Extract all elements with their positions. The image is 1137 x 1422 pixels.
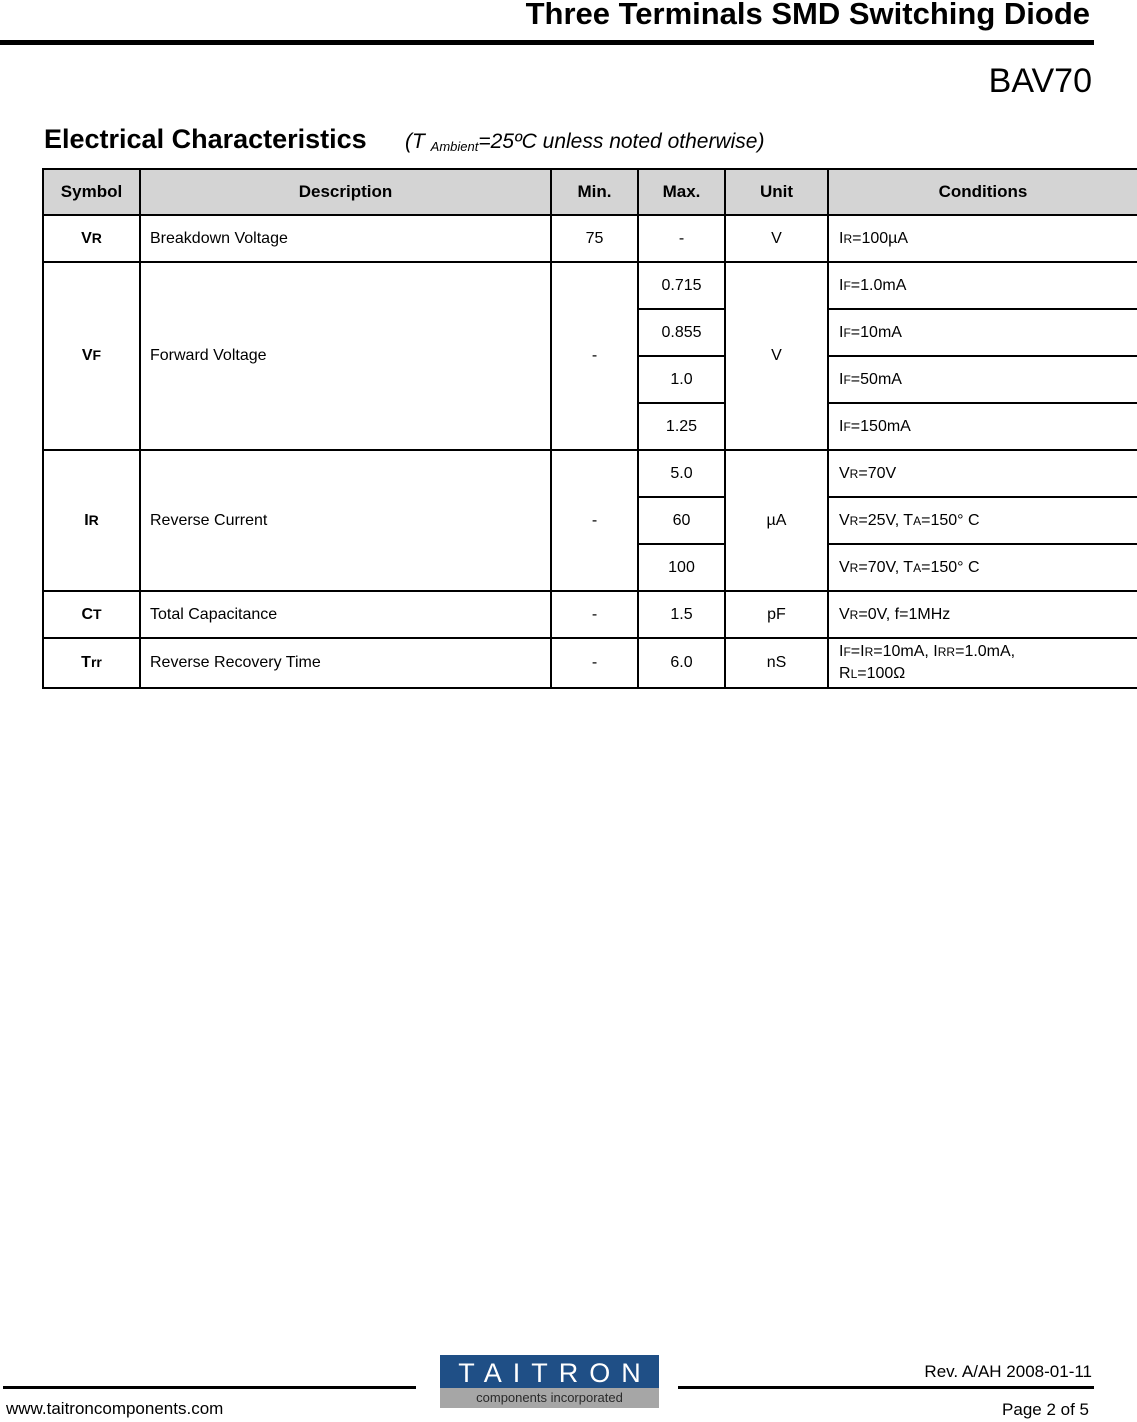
- symbol-cell: [43, 638, 140, 688]
- table-header-row: [43, 169, 1137, 215]
- max-cell: 100: [638, 544, 725, 591]
- conditions-cell: IF=IR=10mA, IRR=1.0mA, RL=100Ω: [828, 638, 1137, 688]
- max-cell: 1.5: [638, 591, 725, 638]
- max-cell: 1.0: [638, 356, 725, 403]
- symbol-sub: R: [88, 511, 99, 528]
- symbol-sub: R: [91, 229, 102, 246]
- taitron-logo: [440, 1355, 659, 1408]
- logo-tagline: components incorporated: [440, 1388, 659, 1408]
- min-cell: -: [551, 262, 638, 450]
- symbol-cell: [43, 591, 140, 638]
- part-number: BAV70: [988, 62, 1092, 100]
- symbol-main: I: [84, 511, 89, 529]
- max-cell: 60: [638, 497, 725, 544]
- page-number: Page 2 of 5: [1002, 1400, 1089, 1419]
- header-symbol: Symbol: [43, 169, 140, 215]
- section-note: [405, 130, 764, 154]
- header-description: Description: [140, 169, 551, 215]
- header-conditions: Conditions: [828, 169, 1137, 215]
- symbol-main: V: [81, 229, 92, 247]
- symbol-cell: [43, 262, 140, 450]
- symbol-cell: [43, 450, 140, 591]
- min-cell: -: [551, 591, 638, 638]
- conditions-cell: IF=150mA: [828, 403, 1137, 450]
- unit-cell: V: [725, 215, 828, 262]
- conditions-cell: IF=10mA: [828, 309, 1137, 356]
- header-max: Max.: [638, 169, 725, 215]
- description-cell: Reverse Recovery Time: [140, 638, 551, 688]
- table-row: [43, 215, 1137, 262]
- min-cell: 75: [551, 215, 638, 262]
- max-cell: 6.0: [638, 638, 725, 688]
- note-suffix: =25ºC unless noted otherwise): [478, 130, 765, 153]
- table-row: [43, 450, 1137, 497]
- max-cell: 1.25: [638, 403, 725, 450]
- electrical-characteristics-table: [42, 168, 1137, 689]
- description-cell: Breakdown Voltage: [140, 215, 551, 262]
- max-cell: 0.855: [638, 309, 725, 356]
- table-row: [43, 638, 1137, 688]
- symbol-cell: [43, 215, 140, 262]
- symbol-main: C: [81, 605, 93, 623]
- conditions-cell: VR=70V: [828, 450, 1137, 497]
- conditions-cell: VR=0V, f=1MHz: [828, 591, 1137, 638]
- header-min: Min.: [551, 169, 638, 215]
- header-rule: [0, 40, 1094, 45]
- unit-cell: nS: [725, 638, 828, 688]
- table-row: [43, 591, 1137, 638]
- unit-cell: µA: [725, 450, 828, 591]
- conditions-cell: IR=100µA: [828, 215, 1137, 262]
- conditions-cell: VR=70V, TA=150° C: [828, 544, 1137, 591]
- conditions-cell: IF=50mA: [828, 356, 1137, 403]
- revision-label: Rev. A/AH 2008-01-11: [924, 1362, 1092, 1381]
- note-prefix: (T: [405, 130, 431, 153]
- symbol-sub: F: [92, 347, 102, 363]
- description-cell: Reverse Current: [140, 450, 551, 591]
- max-cell: 0.715: [638, 262, 725, 309]
- min-cell: -: [551, 638, 638, 688]
- unit-cell: V: [725, 262, 828, 450]
- footer-rule-left: [3, 1386, 416, 1389]
- logo-name: TAITRON: [458, 1358, 652, 1388]
- unit-cell: pF: [725, 591, 828, 638]
- min-cell: -: [551, 450, 638, 591]
- symbol-main: V: [81, 347, 93, 364]
- description-cell: Total Capacitance: [140, 591, 551, 638]
- note-subscript: Ambient: [430, 139, 479, 154]
- conditions-cell: VR=25V, TA=150° C: [828, 497, 1137, 544]
- header-unit: Unit: [725, 169, 828, 215]
- section-title: Electrical Characteristics: [44, 124, 367, 154]
- conditions-cell: IF=1.0mA: [828, 262, 1137, 309]
- max-cell: 5.0: [638, 450, 725, 497]
- website-link[interactable]: www.taitroncomponents.com: [6, 1399, 224, 1418]
- footer-rule-right: [678, 1386, 1094, 1389]
- table-row: [43, 262, 1137, 309]
- symbol-sub: T: [93, 605, 102, 622]
- description-cell: Forward Voltage: [140, 262, 551, 450]
- max-cell: -: [638, 215, 725, 262]
- symbol-sub: rr: [90, 654, 102, 670]
- symbol-main: T: [81, 654, 91, 671]
- document-title: Three Terminals SMD Switching Diode: [525, 0, 1090, 31]
